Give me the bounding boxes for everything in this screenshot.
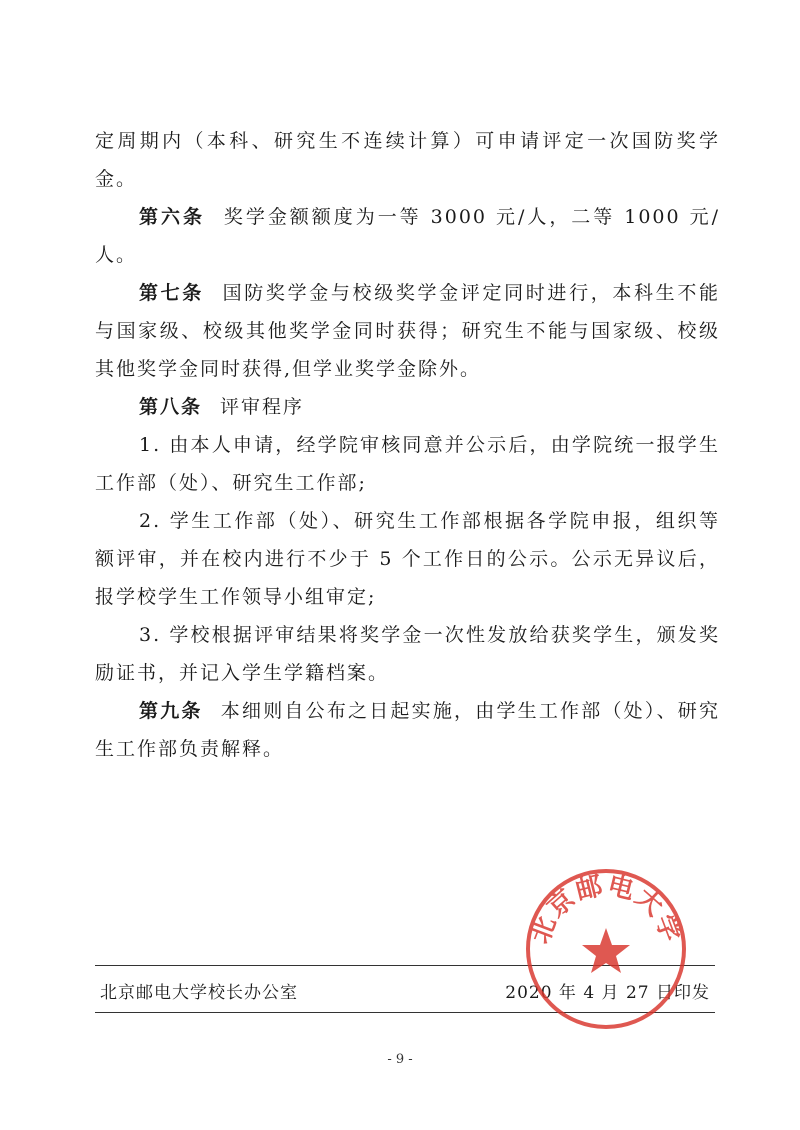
procedure-step-3-text: 3. 学校根据评审结果将奖学金一次性发放给获奖学生，颁发奖励证书，并记入学生学籍档案。 [95, 624, 720, 684]
article-7-text: 国防奖学金与校级奖学金评定同时进行，本科生不能与国家级、校级其他奖学金同时获得；研究生不能与国家级、校级其他奖学金同时获得,但学业奖学金除外。 [95, 282, 720, 380]
article-8-text: 评审程序 [220, 396, 305, 418]
procedure-step-2 [95, 502, 720, 616]
paragraph-1 [95, 122, 720, 198]
page-number: - 9 - [387, 1052, 413, 1067]
paragraph-1-text: 定周期内（本科、研究生不连续计算）可申请评定一次国防奖学金。 [95, 130, 720, 190]
article-9-heading: 第九条 [139, 700, 203, 722]
article-9 [95, 692, 720, 768]
document-body [95, 122, 720, 768]
footer-issuer: 北京邮电大学校长办公室 [100, 983, 298, 1003]
article-9-text: 本细则自公布之日起实施，由学生工作部（处）、研究生工作部负责解释。 [95, 700, 720, 760]
official-seal-icon [523, 866, 689, 1032]
article-6 [95, 198, 720, 274]
procedure-step-1 [95, 426, 720, 502]
footer-date: 2020 年 4 月 27 日印发 [505, 983, 710, 1003]
procedure-step-2-text: 2. 学生工作部（处）、研究生工作部根据各学院申报，组织等额评审，并在校内进行不少于 5 个工作日的公示。公示无异议后，报学校学生工作领导小组审定; [95, 510, 720, 608]
article-7-heading: 第七条 [139, 282, 204, 304]
procedure-step-3 [95, 616, 720, 692]
seal-text: 北京邮电大学 [525, 870, 687, 948]
article-8-heading: 第八条 [139, 396, 203, 418]
article-6-text: 奖学金额额度为一等 3000 元/人，二等 1000 元/人。 [95, 206, 720, 266]
article-8 [95, 388, 720, 426]
procedure-step-1-text: 1. 由本人申请，经学院审核同意并公示后，由学院统一报学生工作部（处）、研究生工作部; [95, 434, 720, 494]
article-7 [95, 274, 720, 388]
article-6-heading: 第六条 [139, 206, 205, 228]
